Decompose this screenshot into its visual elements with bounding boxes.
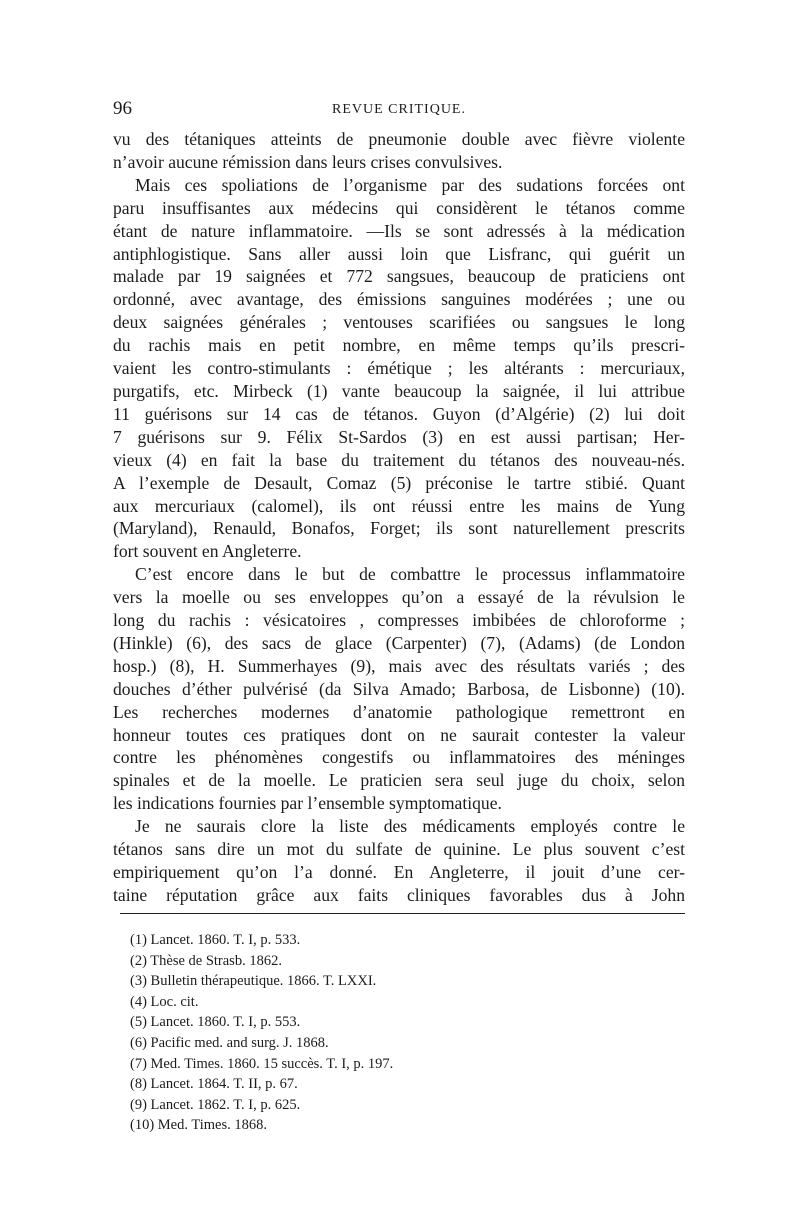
body-text <box>113 128 685 907</box>
page-number: 96 <box>113 98 132 119</box>
text-line: Les recherches modernes d’anatomie pathologique remettront en <box>113 701 685 722</box>
footnote: (7) Med. Times. 1860. 15 succès. T. I, p. 197. <box>130 1055 394 1072</box>
text-line: (Maryland), Renauld, Bonafos, Forget; ils sont naturellement prescrits <box>113 518 685 539</box>
footnote: (9) Lancet. 1862. T. I, p. 625. <box>130 1096 301 1113</box>
text-line: Je ne saurais clore la liste des médicaments employés contre le <box>135 816 685 837</box>
text-line: aux mercuriaux (calomel), ils ont réussi entre les mains de Yung <box>113 495 685 516</box>
text-line: vieux (4) en fait la base du traitement du tétanos des nouveau-nés. <box>113 449 685 470</box>
text-line: Mais ces spoliations de l’organisme par des sudations forcées ont <box>135 174 685 195</box>
footnote: (10) Med. Times. 1868. <box>130 1117 267 1134</box>
text-line: les indications fournies par l’ensemble symptomatique. <box>113 793 502 814</box>
text-line: 7 guérisons sur 9. Félix St-Sardos (3) en est aussi partisan; Her- <box>113 426 685 447</box>
footnote: (5) Lancet. 1860. T. I, p. 553. <box>130 1014 301 1031</box>
footnote: (4) Loc. cit. <box>130 993 199 1010</box>
text-line: taine réputation grâce aux faits cliniques favorables dus à John <box>113 884 685 905</box>
text-line: deux saignées générales ; ventouses scarifiées ou sangsues le long <box>113 312 685 333</box>
text-line: (Hinkle) (6), des sacs de glace (Carpenter) (7), (Adams) (de London <box>113 632 685 653</box>
text-line: malade par 19 saignées et 772 sangsues, beaucoup de praticiens ont <box>113 266 685 287</box>
text-line: n’avoir aucune rémission dans leurs crises convulsives. <box>113 151 503 172</box>
text-line: long du rachis : vésicatoires , compresses imbibées de chloroforme ; <box>113 610 685 631</box>
text-line: C’est encore dans le but de combattre le processus inflammatoire <box>135 564 685 585</box>
text-line: tétanos sans dire un mot du sulfate de quinine. Le plus souvent c’est <box>113 839 685 860</box>
footnote: (1) Lancet. 1860. T. I, p. 533. <box>130 932 301 948</box>
text-line: contre les phénomènes congestifs ou inflammatoires des méninges <box>113 747 685 768</box>
text-line: honneur toutes ces pratiques dont on ne saurait contester la valeur <box>113 724 685 745</box>
text-line: A l’exemple de Desault, Comaz (5) préconise le tartre stibié. Quant <box>113 472 685 493</box>
text-line: purgatifs, etc. Mirbeck (1) vante beaucoup la saignée, il lui attribue <box>113 380 685 401</box>
text-line: hosp.) (8), H. Summerhayes (9), mais avec des résultats variés ; des <box>113 655 685 676</box>
text-line: vers la moelle ou ses enveloppes qu’on a essayé de la révulsion le <box>113 587 685 608</box>
page-header <box>113 98 685 124</box>
text-line: fort souvent en Angleterre. <box>113 541 302 562</box>
running-head: REVUE CRITIQUE. <box>332 102 466 117</box>
text-line: paru insuffisantes aux médecins qui considèrent le tétanos comme <box>113 197 685 218</box>
text-line: 11 guérisons sur 14 cas de tétanos. Guyon (d’Algérie) (2) lui doit <box>113 403 685 424</box>
footnote-rule <box>120 913 685 914</box>
footnote: (3) Bulletin thérapeutique. 1866. T. LXXI. <box>130 973 377 990</box>
footnote: (8) Lancet. 1864. T. II, p. 67. <box>130 1076 298 1093</box>
text-line: antiphlogistique. Sans aller aussi loin que Lisfranc, qui guérit un <box>113 243 685 264</box>
text-line: du rachis mais en petit nombre, en même temps qu’ils prescri- <box>113 335 685 356</box>
text-line: spinales et de la moelle. Le praticien sera seul juge du choix, selon <box>113 770 685 791</box>
text-line: douches d’éther pulvérisé (da Silva Amado; Barbosa, de Lisbonne) (10). <box>113 678 685 699</box>
footnotes <box>130 930 590 1136</box>
text-line: empiriquement qu’on l’a donné. En Angleterre, il jouit d’une cer- <box>113 862 685 882</box>
footnote: (2) Thèse de Strasb. 1862. <box>130 952 282 969</box>
text-line: ordonné, avec avantage, des émissions sanguines modérées ; une ou <box>113 289 685 310</box>
text-line: étant de nature inflammatoire. —Ils se sont adressés à la médication <box>113 220 685 241</box>
text-line: vu des tétaniques atteints de pneumonie double avec fièvre violente <box>113 129 685 149</box>
text-line: vaient les contro-stimulants : émétique ; les altérants : mercuriaux, <box>113 358 685 379</box>
footnote: (6) Pacific med. and surg. J. 1868. <box>130 1034 329 1051</box>
